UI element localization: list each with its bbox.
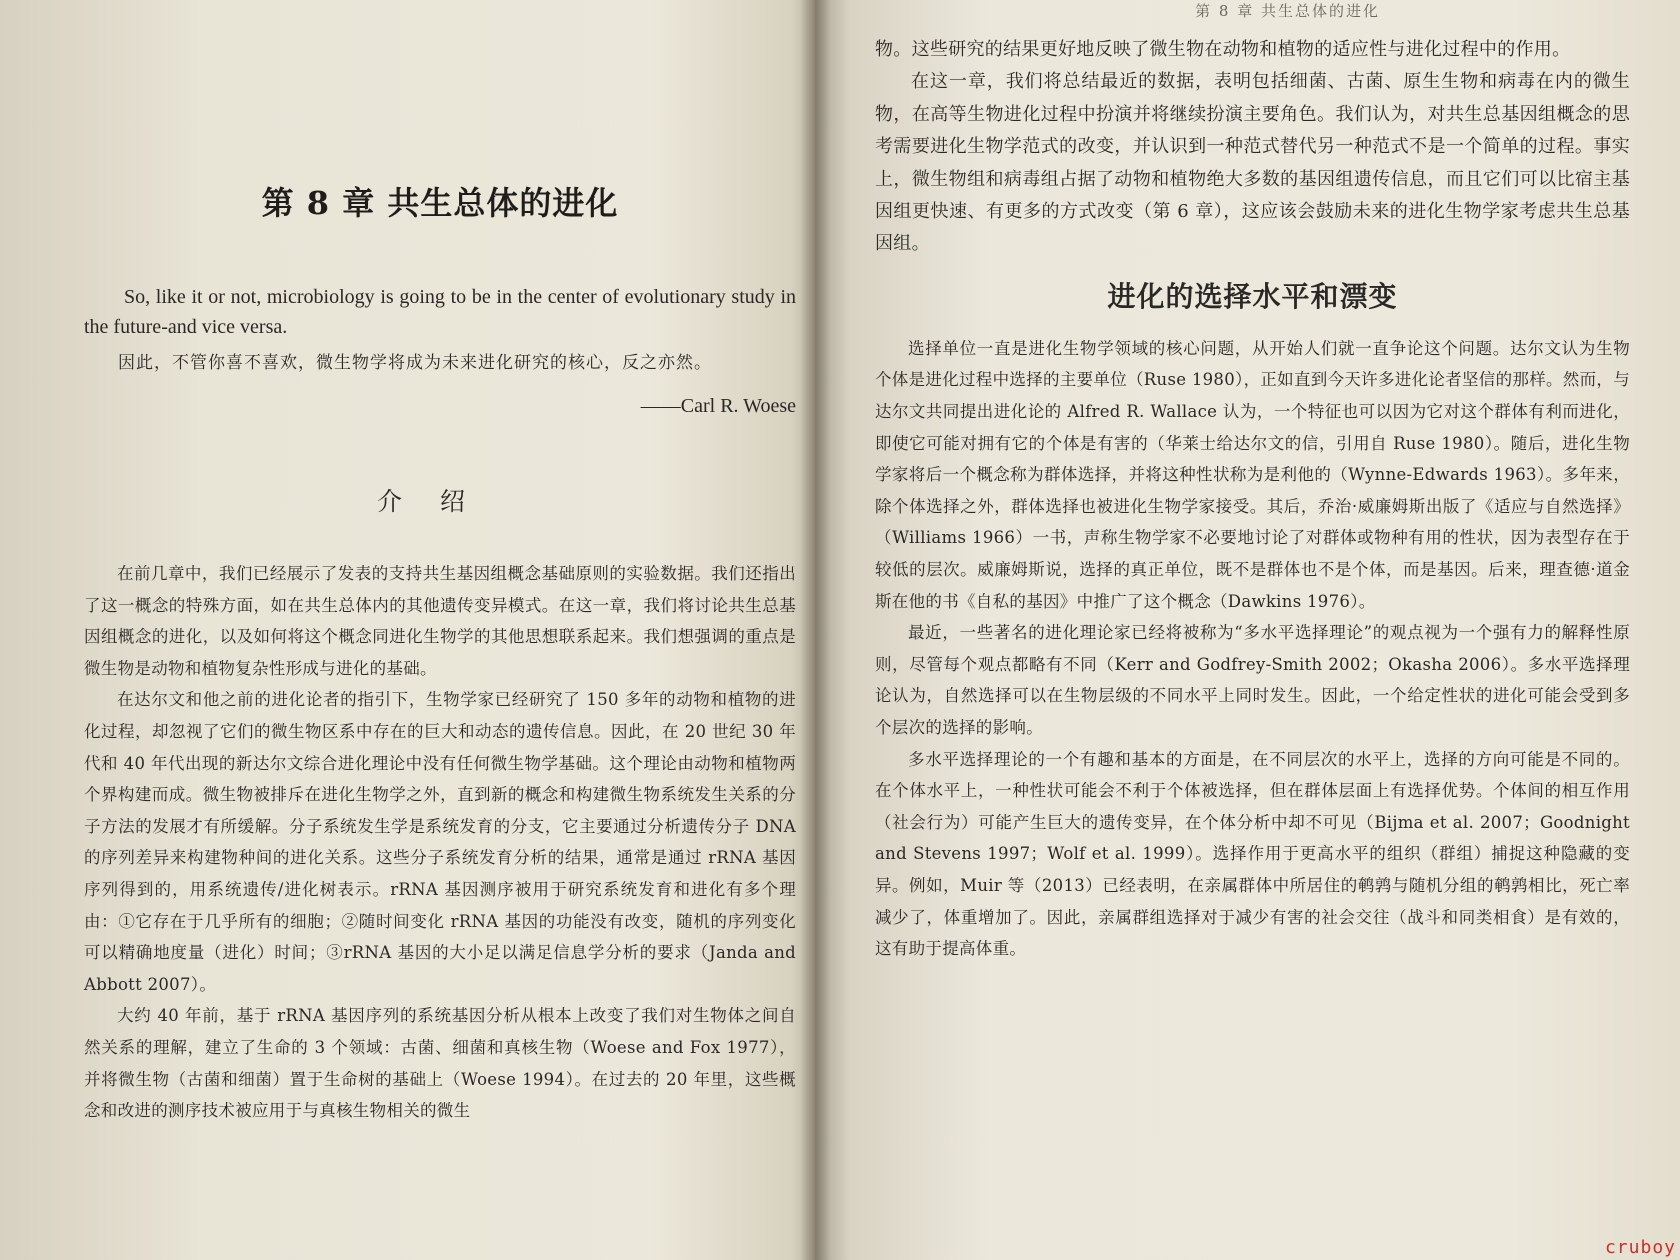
paragraph: 多水平选择理论的一个有趣和基本的方面是，在不同层次的水平上，选择的方向可能是不同的。在个体水平上，一种性状可能会不利于个体被选择，但在群体层面上有选择优势。个体间的相互作用（社会行为）可能产生巨大的遗传变异，在个体分析中却不可见（Bijma et al. 2007；Goodnight and Stevens 1997；Wolf et al. 1999）。选择作用于更高水平的组织（群组）捕捉这种隐藏的变异。例如，Muir 等（2013）已经表明，在亲属群体中所居住的鹌鹑与随机分组的鹌鹑相比，死亡率减少了，体重增加了。因此，亲属群组选择对于减少有害的社会交往（战斗和同类相食）是有效的，这有助于提高体重。 [875,749,1630,959]
epigraph-chinese: 因此，不管你喜不喜欢，微生物学将成为未来进化研究的核心，反之亦然。 [118,353,712,373]
paragraph: 在达尔文和他之前的进化论者的指引下，生物学家已经研究了 150 多年的动物和植物的进化过程，却忽视了它们的微生物区系中存在的巨大和动态的遗传信息。因此，在 20 世纪 30 年代和 40 年代出现的新达尔文综合进化理论中没有任何微生物学基础。这个理论由动物和植物两个界构建而成。微生物被排斥在进化生物学之外，直到新的概念和构建微生物系统发生关系的分子方法的发展才有所缓解。分子系统发生学是系统发育的分支，它主要通过分析遗传分子 DNA 的序列差异来构建物种间的进化关系。这些分子系统发育分析的结果，通常是通过 rRNA 基因序列得到的，用系统遗传/进化树表示。rRNA 基因测序被用于研究系统发育和进化有多个理由：①它存在于几乎所有的细胞；②随时间变化 rRNA 基因的功能没有改变，随机的序列变化可以精确地度量（进化）时间；③rRNA 基因的大小足以满足信息学分析的要求（Janda and Abbott 2007）。 [84,690,796,994]
watermark: cruboy [1604,1237,1676,1258]
paragraph: 在前几章中，我们已经展示了发表的支持共生基因组概念基础原则的实验数据。我们还指出了这一概念的特殊方面，如在共生总体内的其他遗传变异模式。在这一章，我们将讨论共生总基因组概念的进化，以及如何将这个概念同进化生物学的其他思想联系起来。我们想强调的重点是微生物是动物和植物复杂性形成与进化的基础。 [84,564,796,678]
paragraph: 在这一章，我们将总结最近的数据，表明包括细菌、古菌、原生生物和病毒在内的微生物，在高等生物进化过程中扮演并将继续扮演主要角色。我们认为，对共生总基因组概念的思考需要进化生物学范式的改变，并认识到一种范式替代另一种范式不是一个简单的过程。事实上，微生物组和病毒组占据了动物和植物绝大多数的基因组遗传信息，而且它们可以比宿主基因组更快速、有更多的方式改变（第 6 章），这应该会鼓励未来的进化生物学家考虑共生总基因组。 [875,71,1630,255]
paragraph: 大约 40 年前，基于 rRNA 基因序列的系统基因分析从根本上改变了我们对生物体之间自然关系的理解，建立了生命的 3 个领域：古菌、细菌和真核生物（Woese and Fox 1977），并将微生物（古菌和细菌）置于生命树的基础上（Woese 1994）。在过去的 20 年里，这些概念和改进的测序技术被应用于与真核生物相关的微生 [84,1006,796,1121]
section-title-selection: 进化的选择水平和漂变 [1107,279,1398,313]
epigraph-author: ——Carl R. Woese [640,395,796,417]
paragraph: 选择单位一直是进化生物学领域的核心问题，从开始人们就一直争论这个问题。达尔文认为生物个体是进化过程中选择的主要单位（Ruse 1980），正如直到今天许多进化论者坚信的那样。然而，与达尔文共同提出进化论的 Alfred R. Wallace 认为，一个特征也可以因为它对这个群体有利而进化，即使它可能对拥有它的个体是有害的（华莱士给达尔文的信，引用自 Ruse 1980）。随后，进化生物学家将后一个概念称为群体选择，并将这种性状称为是利他的（Wynne-Edwards 1963）。多年来，除个体选择之外，群体选择也被进化生物学家接受。其后，乔治·威廉姆斯出版了《适应与自然选择》（Williams 1966）一书，声称生物学家不必要地讨论了对群体或物种有用的性状，因为表型存在于较低的层次。威廉姆斯说，选择的真正单位，既不是群体也不是个体，而是基因。后来，理查德·道金斯在他的书《自私的基因》中推广了这个概念（Dawkins 1976）。 [875,338,1630,611]
running-head: 第 8 章 共生总体的进化 [1195,2,1380,20]
right-page [815,0,1680,1260]
book-gutter [800,0,830,1260]
section-title-introduction: 介绍 [376,487,503,516]
chapter-title: 第 8 章 共生总体的进化 [261,184,619,222]
right-page-content [875,34,1630,965]
paragraph: 物。这些研究的结果更好地反映了微生物在动物和植物的适应性与进化过程中的作用。 [875,39,1571,60]
epigraph-english: So, like it or not, microbiology is going to be in the center of evolutionary study in the future-and vice versa. [84,286,796,338]
left-page-content [84,178,796,1127]
paragraph: 最近，一些著名的进化理论家已经将被称为“多水平选择理论”的观点视为一个强有力的解释性原则，尽管每个观点都略有不同（Kerr and Godfrey-Smith 2002；Okasha 2006）。多水平选择理论认为，自然选择可以在生物层级的不同水平上同时发生。因此，一个给定性状的进化可能会受到多个层次的选择的影响。 [875,623,1630,737]
left-page [0,0,815,1260]
